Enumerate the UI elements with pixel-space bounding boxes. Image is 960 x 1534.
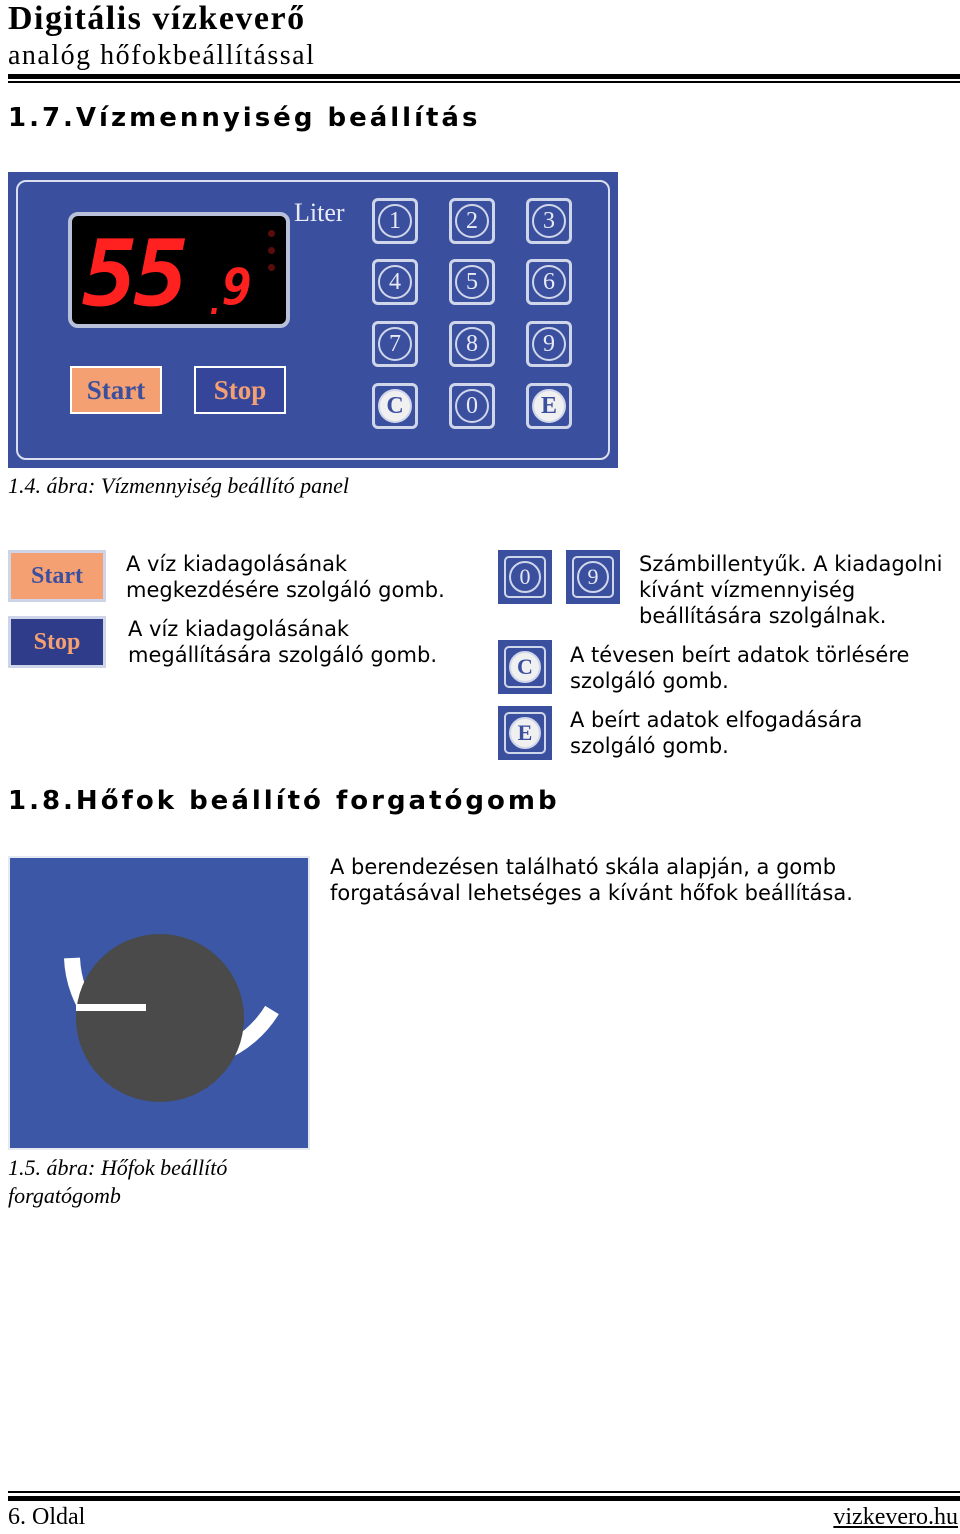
start-description: A víz kiadagolásának megkezdésére szolgáló gomb. <box>126 552 445 602</box>
page-number: 6. Oldal <box>8 1504 86 1530</box>
liter-label: Liter <box>294 198 345 227</box>
display-point: . <box>204 278 229 324</box>
led-display <box>68 212 290 328</box>
knob-description: A berendezésen található skála alapján, a gomb forgatásával lehetséges a kívánt hőfok beállítása. <box>330 855 853 905</box>
key-8[interactable]: 8 <box>449 321 495 367</box>
header-rule-thin <box>8 81 960 83</box>
legend-key-clear: C <box>498 640 552 694</box>
start-button[interactable]: Start <box>70 366 162 414</box>
footer-rule-thick <box>8 1496 960 1501</box>
key-2[interactable]: 2 <box>449 198 495 244</box>
legend-stop-button: Stop <box>8 616 106 668</box>
legend-key-enter: E <box>498 706 552 760</box>
display-indicator-dots <box>268 230 276 281</box>
legend-key-0: 0 <box>498 550 552 604</box>
stop-button[interactable]: Stop <box>194 366 286 414</box>
key-1[interactable]: 1 <box>372 198 418 244</box>
key-enter[interactable]: E <box>526 383 572 429</box>
section-heading-temperature: 1.8.Hőfok beállító forgatógomb <box>8 786 560 816</box>
legend-start-button: Start <box>8 550 106 602</box>
website-link[interactable]: vizkevero.hu <box>833 1504 958 1530</box>
document-title: Digitális vízkeverő <box>8 0 306 37</box>
key-7[interactable]: 7 <box>372 321 418 367</box>
legend-key-9: 9 <box>566 550 620 604</box>
header-rule-thick <box>8 74 960 79</box>
temperature-knob-figure <box>8 856 310 1150</box>
key-9[interactable]: 9 <box>526 321 572 367</box>
key-0[interactable]: 0 <box>449 383 495 429</box>
key-4[interactable]: 4 <box>372 259 418 305</box>
document-subtitle: analóg hőfokbeállítással <box>8 40 316 71</box>
temperature-knob-icon <box>10 858 308 1148</box>
digit-keys-description: Számbillentyűk. A kiadagolni kívánt vízmennyiség beállítására szolgálnak. <box>639 552 943 628</box>
key-5[interactable]: 5 <box>449 259 495 305</box>
display-decimal: 9 <box>222 258 253 316</box>
stop-description: A víz kiadagolásának megállítására szolgáló gomb. <box>128 617 438 667</box>
key-3[interactable]: 3 <box>526 198 572 244</box>
clear-key-description: A tévesen beírt adatok törlésére szolgáló gomb. <box>570 643 910 693</box>
key-6[interactable]: 6 <box>526 259 572 305</box>
enter-key-description: A beírt adatok elfogadására szolgáló gomb. <box>570 708 863 758</box>
figure-caption-panel: 1.4. ábra: Vízmennyiség beállító panel <box>8 473 349 498</box>
footer-rule-thin <box>8 1491 960 1493</box>
figure-caption-knob-line2: forgatógomb <box>8 1183 121 1208</box>
figure-caption-knob-line1: 1.5. ábra: Hőfok beállító <box>8 1155 228 1180</box>
section-heading-water: 1.7.Vízmennyiség beállítás <box>8 103 481 133</box>
key-clear[interactable]: C <box>372 383 418 429</box>
display-value: 55 <box>82 220 185 327</box>
